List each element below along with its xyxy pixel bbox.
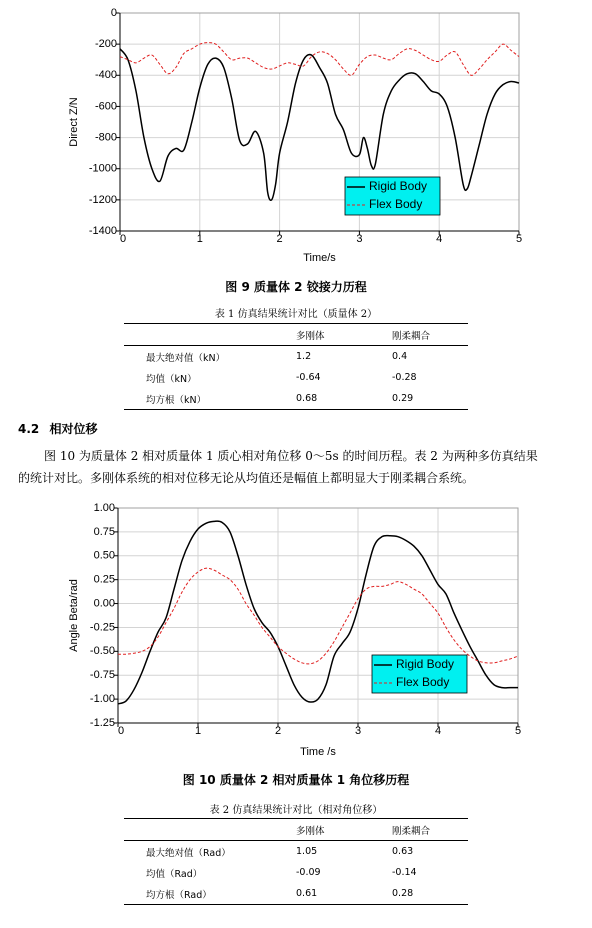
legend-label: Flex Body xyxy=(396,675,450,690)
y-tick-label: -800 xyxy=(94,131,117,144)
table-header-row xyxy=(124,819,468,841)
x-tick-label: 1 xyxy=(194,724,202,737)
table-row xyxy=(124,388,468,410)
table-row xyxy=(124,367,468,388)
y-tick-label: -200 xyxy=(94,38,117,51)
series-line-rigid-body xyxy=(120,49,519,200)
legend-label: Rigid Body xyxy=(396,657,455,672)
x-tick-label: 2 xyxy=(274,724,282,737)
x-tick-label: 3 xyxy=(354,724,362,737)
table-cell: 0.29 xyxy=(392,388,468,410)
table-cell: -0.09 xyxy=(296,867,321,878)
section-number: 4.2 xyxy=(18,422,40,436)
x-tick-label: 0 xyxy=(118,724,125,737)
table-cell: -0.64 xyxy=(296,372,321,383)
y-tick-label: -1.25 xyxy=(89,716,115,729)
y-tick-label: -1400 xyxy=(88,224,117,237)
series-line-flex-body xyxy=(118,568,518,664)
table-cell: 均方根（kN） xyxy=(124,388,296,410)
x-tick-label: 2 xyxy=(276,232,283,245)
table-header-cell: 刚柔耦合 xyxy=(392,324,468,346)
section-title: 相对位移 xyxy=(49,422,98,436)
figure-9-caption: 图 9 质量体 2 铰接力历程 xyxy=(225,280,367,294)
y-axis-label: Direct Z/N xyxy=(68,97,80,147)
x-tick-label: 4 xyxy=(436,232,443,245)
table-2-caption: 表 2 仿真结果统计对比（相对角位移） xyxy=(209,805,383,816)
x-tick-label: 5 xyxy=(514,724,522,737)
table-cell: 均值（kN） xyxy=(146,373,197,385)
y-tick-label: 1.00 xyxy=(93,501,115,514)
plot-frame xyxy=(120,13,519,231)
x-tick-label: 0 xyxy=(120,232,127,245)
paragraph-line: 的统计对比。多刚体系统的相对位移无论从均值还是幅值上都明显大于刚柔耦合系统。 xyxy=(18,471,475,485)
table-row xyxy=(124,862,468,883)
force-chart xyxy=(0,0,592,270)
y-tick-label: -1.00 xyxy=(89,693,115,706)
table-cell: -0.28 xyxy=(392,372,417,383)
y-tick-label: -600 xyxy=(94,100,117,113)
figure-10-caption: 图 10 质量体 2 相对质量体 1 角位移历程 xyxy=(182,773,410,787)
table-cell: 均方根（Rad） xyxy=(124,883,296,905)
x-tick-label: 5 xyxy=(515,232,523,245)
table-header-row xyxy=(124,324,468,346)
table-2 xyxy=(124,818,468,905)
table-header-cell xyxy=(124,324,296,346)
table-cell: 最大绝对值（Rad） xyxy=(146,847,231,859)
x-tick-label: 3 xyxy=(356,232,363,245)
body-paragraph xyxy=(18,445,580,489)
y-tick-label: 0 xyxy=(110,6,117,19)
table-cell: 0.28 xyxy=(392,883,468,905)
section-heading xyxy=(18,420,97,437)
table-header-cell: 多刚体 xyxy=(296,819,392,841)
x-tick-label: 4 xyxy=(434,724,442,737)
table-row xyxy=(124,841,468,863)
x-axis-label: Time/s xyxy=(303,252,336,264)
y-tick-label: -0.50 xyxy=(89,645,115,658)
table-header-cell: 刚柔耦合 xyxy=(392,819,468,841)
table-1-caption: 表 1 仿真结果统计对比（质量体 2） xyxy=(214,309,378,320)
x-tick-label: 1 xyxy=(196,232,203,245)
table-1 xyxy=(124,323,468,410)
y-tick-label: -400 xyxy=(94,69,117,82)
y-tick-label: 0.25 xyxy=(93,573,115,586)
table-cell: 0.4 xyxy=(392,351,408,362)
angle-chart xyxy=(0,497,592,765)
table-cell: 1.05 xyxy=(296,846,318,857)
table-header-cell: 多刚体 xyxy=(296,324,392,346)
legend-label: Rigid Body xyxy=(369,179,428,194)
series-line-flex-body xyxy=(120,43,519,76)
table-cell: 0.68 xyxy=(296,388,392,410)
table-cell: 均值（Rad） xyxy=(146,868,203,880)
legend-label: Flex Body xyxy=(369,197,423,212)
table-cell: 1.2 xyxy=(296,351,312,362)
y-tick-label: -1200 xyxy=(88,193,117,206)
table-cell: 0.61 xyxy=(296,883,392,905)
y-tick-label: -1000 xyxy=(88,162,117,175)
table-header-cell xyxy=(124,819,296,841)
y-tick-label: 0.50 xyxy=(93,549,115,562)
y-axis-label: Angle Beta/rad xyxy=(68,579,80,652)
paragraph-line: 图 10 为质量体 2 相对质量体 1 质心相对角位移 0～5s 的时间历程。表 2 为两种多仿真结果 xyxy=(44,449,538,463)
y-tick-label: -0.25 xyxy=(89,621,115,634)
table-row xyxy=(124,883,468,905)
x-axis-label: Time /s xyxy=(300,746,336,758)
y-tick-label: 0.00 xyxy=(93,597,115,610)
table-cell: 最大绝对值（kN） xyxy=(146,352,226,364)
y-tick-label: -0.75 xyxy=(89,669,115,682)
table-cell: 0.63 xyxy=(392,846,414,857)
y-tick-label: 0.75 xyxy=(93,525,115,538)
table-cell: -0.14 xyxy=(392,867,417,878)
table-row xyxy=(124,346,468,368)
